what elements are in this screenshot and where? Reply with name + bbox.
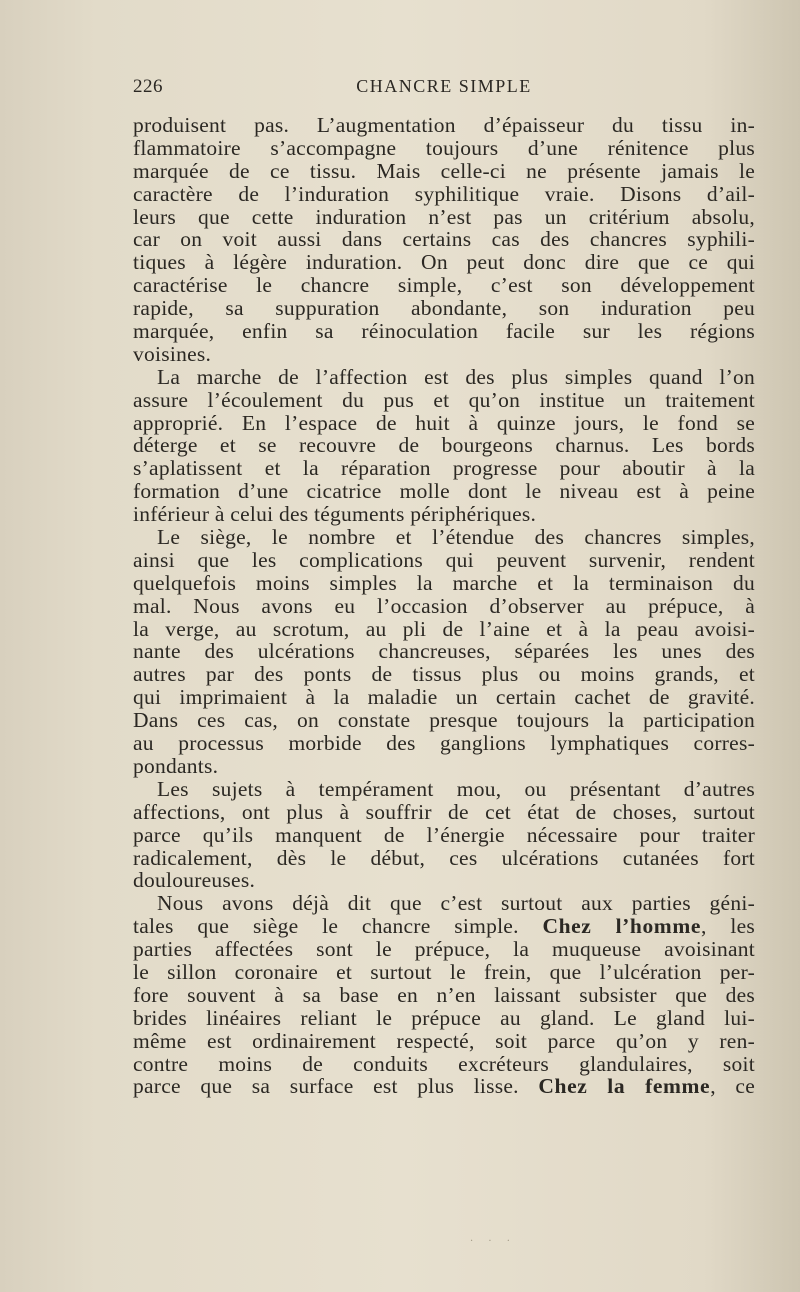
text-line	[133, 457, 755, 480]
text-line	[133, 114, 755, 137]
text-line-content: nante des ulcérations chancreuses, séparées les unes des	[133, 639, 755, 664]
text-line-content: ainsi que les complications qui peuvent survenir, rendent	[133, 547, 755, 572]
text-line	[133, 206, 755, 229]
text-line-content: inférieur à celui des téguments périphériques.	[133, 502, 537, 527]
text-line	[133, 343, 755, 366]
text-line	[133, 915, 755, 938]
text-line	[133, 1030, 755, 1053]
text-line	[133, 297, 755, 320]
text-line-content: car on voit aussi dans certains cas des chancres syphili-	[133, 227, 755, 252]
text-line-content: caractérise le chancre simple, c’est son développement	[133, 273, 755, 298]
text-line-content: la verge, au scrotum, au pli de l’aine et à la peau avoisi-	[133, 616, 755, 641]
text-line	[133, 663, 755, 686]
text-line-content: autres par des ponts de tissus plus ou moins grands, et	[133, 662, 755, 687]
text-line-content: Dans ces cas, on constate presque toujours la participation	[133, 708, 755, 733]
text-line-content: approprié. En l’espace de huit à quinze jours, le fond se	[133, 410, 755, 435]
text-line-content: Les sujets à tempérament mou, ou présentant d’autres	[157, 776, 755, 801]
text-line	[133, 1075, 755, 1098]
text-line	[133, 869, 755, 892]
text-line-content: produisent pas. L’augmentation d’épaisseur du tissu in-	[133, 113, 755, 137]
text-line	[133, 732, 755, 755]
text-line	[133, 320, 755, 343]
text-line-content: marquée de ce tissu. Mais celle-ci ne présente jamais le	[133, 158, 755, 183]
text-line-content: tales que siège le chancre simple.	[133, 914, 543, 939]
text-line-content: le sillon coronaire et surtout le frein, que l’ulcération per-	[133, 959, 755, 984]
text-line	[133, 137, 755, 160]
text-line-content: La marche de l’affection est des plus simples quand l’on	[157, 364, 755, 389]
text-line-content: brides linéaires reliant le prépuce au gland. Le gland lui-	[133, 1005, 755, 1030]
text-line	[133, 572, 755, 595]
text-line	[133, 847, 755, 870]
text-line-content: même est ordinairement respecté, soit parce qu’on y ren-	[133, 1028, 755, 1053]
text-line-content: déterge et se recouvre de bourgeons charnus. Les bords	[133, 433, 755, 458]
paper-speckle: · · ·	[470, 1236, 516, 1247]
text-line-content: au processus morbide des ganglions lymphatiques corres-	[133, 731, 755, 756]
bold-emphasis: Chez la femme	[538, 1074, 711, 1099]
text-line-content: parce qu’ils manquent de l’énergie nécessaire pour traiter	[133, 822, 755, 847]
text-line-content: fore souvent à sa base en n’en laissant subsister que des	[133, 982, 755, 1007]
text-line-content: mal. Nous avons eu l’occasion d’observer au prépuce, à	[133, 593, 755, 618]
text-line-content: parce que sa surface est plus lisse.	[133, 1074, 539, 1099]
text-line	[133, 640, 755, 663]
text-line-content: leurs que cette induration n’est pas un critérium absolu,	[133, 204, 755, 229]
text-line-content: quelquefois moins simples la marche et la terminaison du	[133, 570, 755, 595]
text-line-content: tiques à légère induration. On peut donc dire que ce qui	[133, 250, 755, 275]
text-line-content: parties affectées sont le prépuce, la muqueuse avoisinant	[133, 937, 755, 962]
text-line-tail: , les	[700, 914, 755, 939]
text-line-content: formation d’une cicatrice molle dont le niveau est à peine	[133, 479, 755, 504]
text-line-content: caractère de l’induration syphilitique vraie. Disons d’ail-	[133, 181, 755, 206]
text-line	[133, 755, 755, 778]
text-line	[133, 984, 755, 1007]
text-line-content: affections, ont plus à souffrir de cet état de choses, surtout	[133, 799, 755, 824]
text-line	[133, 595, 755, 618]
text-line	[133, 686, 755, 709]
text-line-content: flammatoire s’accompagne toujours d’une rénitence plus	[133, 135, 755, 160]
text-line	[133, 274, 755, 297]
text-line	[133, 618, 755, 641]
text-line-content: douloureuses.	[133, 868, 256, 893]
text-line	[133, 526, 755, 549]
text-line	[133, 183, 755, 206]
text-line-content: qui imprimaient à la maladie un certain cachet de gravité.	[133, 685, 755, 710]
text-line	[133, 549, 755, 572]
text-line	[133, 434, 755, 457]
text-line	[133, 938, 755, 961]
text-line	[133, 366, 755, 389]
text-line-content: Le siège, le nombre et l’étendue des chancres simples,	[157, 525, 755, 550]
text-line	[133, 801, 755, 824]
text-line	[133, 961, 755, 984]
text-line	[133, 824, 755, 847]
text-line	[133, 480, 755, 503]
text-line	[133, 412, 755, 435]
text-line-content: s’aplatissent et la réparation progresse pour aboutir à la	[133, 456, 755, 481]
text-line-content: marquée, enfin sa réinoculation facile sur les régions	[133, 319, 755, 344]
body-text	[133, 114, 755, 1098]
text-line-content: voisines.	[133, 341, 212, 366]
text-line-content: radicalement, dès le début, ces ulcérations cutanées fort	[133, 845, 755, 870]
text-line-content: Nous avons déjà dit que c’est surtout aux parties géni-	[157, 891, 755, 916]
text-line-content: pondants.	[133, 753, 219, 778]
text-line	[133, 228, 755, 251]
text-line	[133, 1053, 755, 1076]
text-line	[133, 778, 755, 801]
bold-emphasis: Chez l’homme	[542, 914, 701, 939]
text-line	[133, 251, 755, 274]
text-line	[133, 503, 755, 526]
text-line	[133, 1007, 755, 1030]
text-line	[133, 892, 755, 915]
text-line-tail: , ce	[710, 1074, 755, 1099]
text-line	[133, 389, 755, 412]
page-header	[133, 76, 755, 102]
text-line	[133, 160, 755, 183]
text-line-content: assure l’écoulement du pus et qu’on institue un traitement	[133, 387, 755, 412]
running-title: CHANCRE SIMPLE	[356, 76, 532, 96]
text-line-content: rapide, sa suppuration abondante, son induration peu	[133, 296, 755, 321]
page-number: 226	[133, 76, 163, 97]
text-line	[133, 709, 755, 732]
text-line-content: contre moins de conduits excréteurs glandulaires, soit	[133, 1051, 755, 1076]
